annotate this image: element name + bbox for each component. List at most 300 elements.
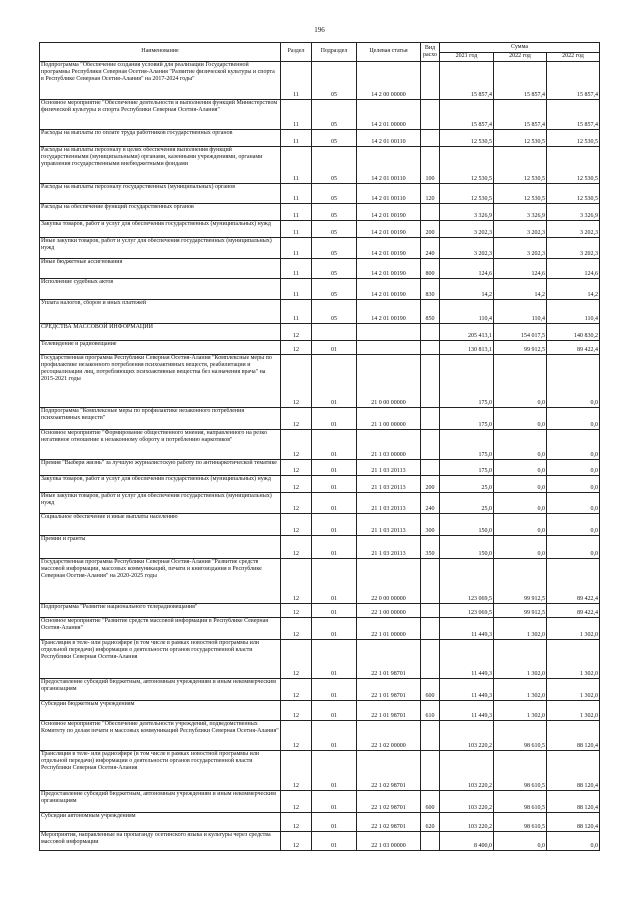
table-row <box>40 832 600 851</box>
cell-amount-2022b: 0,0 <box>547 514 600 536</box>
cell-amount-2022b: 3 202,3 <box>547 221 600 238</box>
table-row <box>40 100 600 130</box>
cell-amount-2022: 1 302,0 <box>494 640 547 679</box>
cell-section: 11 <box>281 130 312 147</box>
table-row <box>40 300 600 324</box>
cell-amount-2022b: 14,2 <box>547 279 600 300</box>
table-row <box>40 751 600 791</box>
header-year-1: 2021 год <box>440 53 494 62</box>
cell-amount-2021: 103 220,2 <box>440 813 494 832</box>
cell-target-item: 21 1 00 00000 <box>357 408 421 430</box>
cell-amount-2021: 3 202,3 <box>440 238 494 259</box>
cell-section: 12 <box>281 813 312 832</box>
cell-expense-type <box>421 751 440 791</box>
cell-subsection: 01 <box>312 493 357 514</box>
cell-amount-2022: 0,0 <box>494 832 547 851</box>
table-row <box>40 604 600 618</box>
cell-subsection: 01 <box>312 679 357 701</box>
cell-section: 11 <box>281 100 312 130</box>
table-row <box>40 701 600 721</box>
table-row <box>40 559 600 604</box>
table-row <box>40 341 600 355</box>
cell-amount-2022b: 89 422,4 <box>547 341 600 355</box>
table-row <box>40 355 600 408</box>
cell-expense-type: 300 <box>421 514 440 536</box>
cell-target-item: 14 2 01 00190 <box>357 204 421 221</box>
cell-target-item: 21 1 03 20113 <box>357 536 421 559</box>
cell-name: Расходы на выплаты персоналу в целях обеспечения выполнения функций государственными (муниципальными) органами, казенными учреждениями, органами управления государственными внебюджетными фондами <box>40 147 281 184</box>
cell-section: 12 <box>281 679 312 701</box>
header-section: Раздел <box>281 43 312 62</box>
cell-amount-2022b: 88 120,4 <box>547 813 600 832</box>
cell-subsection: 01 <box>312 721 357 751</box>
cell-subsection: 05 <box>312 279 357 300</box>
header-target-item: Целевая статья <box>357 43 421 62</box>
cell-amount-2022b: 15 857,4 <box>547 100 600 130</box>
cell-amount-2021: 15 857,4 <box>440 62 494 100</box>
cell-subsection: 01 <box>312 408 357 430</box>
table-row <box>40 813 600 832</box>
cell-subsection: 05 <box>312 259 357 279</box>
cell-expense-type <box>421 832 440 851</box>
cell-target-item: 14 2 01 00110 <box>357 184 421 204</box>
cell-amount-2021: 25,0 <box>440 476 494 493</box>
cell-name: Подпрограмма "Комплексные меры по профилактике незаконного потребления психоактивных веществ" <box>40 408 281 430</box>
cell-amount-2021: 150,0 <box>440 536 494 559</box>
cell-amount-2022: 15 857,4 <box>494 62 547 100</box>
cell-subsection: 01 <box>312 341 357 355</box>
cell-expense-type <box>421 430 440 460</box>
cell-subsection: 05 <box>312 221 357 238</box>
table-row <box>40 721 600 751</box>
cell-name: Основное мероприятие "Обеспечение деятельности учреждений, подведомственных Комитету по делам печати и массовых коммуникаций Республики Северная Осетия-Алания" <box>40 721 281 751</box>
cell-amount-2022: 1 302,0 <box>494 679 547 701</box>
cell-target-item: 21 1 03 20113 <box>357 476 421 493</box>
cell-target-item <box>357 324 421 341</box>
table-body <box>40 62 600 851</box>
cell-amount-2022b: 140 830,2 <box>547 324 600 341</box>
cell-amount-2021: 175,0 <box>440 408 494 430</box>
cell-target-item: 21 1 03 00000 <box>357 430 421 460</box>
cell-subsection: 05 <box>312 100 357 130</box>
cell-subsection: 01 <box>312 559 357 604</box>
cell-amount-2021: 175,0 <box>440 430 494 460</box>
cell-section: 12 <box>281 341 312 355</box>
cell-subsection: 01 <box>312 476 357 493</box>
header-year-2: 2022 год <box>494 53 547 62</box>
cell-section: 11 <box>281 300 312 324</box>
cell-expense-type: 240 <box>421 493 440 514</box>
cell-amount-2021: 11 449,3 <box>440 701 494 721</box>
cell-name: Мероприятия, направленные на пропаганду осетинского языка и культуры через средства массовой информации <box>40 832 281 851</box>
cell-expense-type: 610 <box>421 701 440 721</box>
cell-amount-2022b: 1 302,0 <box>547 679 600 701</box>
cell-name: Иные закупки товаров, работ и услуг для обеспечения государственных (муниципальных) нужд <box>40 238 281 259</box>
cell-amount-2021: 25,0 <box>440 493 494 514</box>
table-row <box>40 279 600 300</box>
cell-name: Расходы на выплаты персоналу государственных (муниципальных) органов <box>40 184 281 204</box>
cell-subsection: 01 <box>312 536 357 559</box>
cell-name: Уплата налогов, сборов и иных платежей <box>40 300 281 324</box>
cell-expense-type <box>421 604 440 618</box>
cell-section: 11 <box>281 184 312 204</box>
cell-amount-2022: 0,0 <box>494 408 547 430</box>
cell-target-item: 22 1 01 98701 <box>357 679 421 701</box>
page-number: 196 <box>314 26 325 34</box>
cell-name: Телевидение и радиовещание <box>40 341 281 355</box>
cell-expense-type: 200 <box>421 476 440 493</box>
cell-expense-type: 350 <box>421 536 440 559</box>
cell-name: Социальное обеспечение и иные выплаты населению <box>40 514 281 536</box>
cell-amount-2021: 205 413,1 <box>440 324 494 341</box>
table-row <box>40 408 600 430</box>
cell-expense-type <box>421 130 440 147</box>
cell-subsection: 01 <box>312 832 357 851</box>
cell-amount-2021: 12 530,5 <box>440 130 494 147</box>
cell-subsection: 01 <box>312 701 357 721</box>
cell-name: Предоставление субсидий бюджетным, автономным учреждениям и иным некоммерческим организациям <box>40 679 281 701</box>
table-row <box>40 147 600 184</box>
cell-name: Трансляция в теле- или радиоэфире (в том числе в рамках новостной программы или отдельной передачи) информации о деятельности органов государственной власти Республики Северная Осетия-Алания <box>40 751 281 791</box>
cell-amount-2022b: 0,0 <box>547 493 600 514</box>
cell-subsection: 01 <box>312 430 357 460</box>
header-name: Наименование <box>40 43 281 62</box>
cell-amount-2022b: 0,0 <box>547 430 600 460</box>
cell-target-item: 22 1 02 98701 <box>357 791 421 813</box>
cell-amount-2022: 110,4 <box>494 300 547 324</box>
cell-amount-2021: 12 530,5 <box>440 147 494 184</box>
cell-target-item: 21 1 03 20113 <box>357 514 421 536</box>
cell-amount-2022: 0,0 <box>494 460 547 476</box>
cell-target-item: 21 0 00 00000 <box>357 355 421 408</box>
cell-name: Субсидии автономным учреждениям <box>40 813 281 832</box>
cell-target-item: 14 2 00 00000 <box>357 62 421 100</box>
cell-name: Премия "Выбери жизнь" за лучшую журналистскую работу по антинаркотической тематике <box>40 460 281 476</box>
cell-target-item: 22 0 00 00000 <box>357 559 421 604</box>
cell-expense-type <box>421 618 440 640</box>
cell-subsection: 05 <box>312 204 357 221</box>
cell-amount-2022: 98 610,5 <box>494 791 547 813</box>
cell-expense-type <box>421 100 440 130</box>
cell-amount-2022b: 0,0 <box>547 476 600 493</box>
cell-expense-type: 240 <box>421 238 440 259</box>
cell-amount-2022: 0,0 <box>494 493 547 514</box>
cell-target-item: 14 2 01 00110 <box>357 147 421 184</box>
cell-amount-2021: 11 449,3 <box>440 618 494 640</box>
table-row <box>40 791 600 813</box>
cell-name: Расходы на выплаты по оплате труда работников государственных органов <box>40 130 281 147</box>
table-row <box>40 430 600 460</box>
cell-section: 12 <box>281 324 312 341</box>
cell-amount-2021: 123 069,5 <box>440 604 494 618</box>
cell-name: Закупка товаров, работ и услуг для обеспечения государственных (муниципальных) нужд <box>40 476 281 493</box>
table-row <box>40 460 600 476</box>
header-sum: Сумма <box>440 43 600 53</box>
cell-expense-type: 120 <box>421 184 440 204</box>
table-row <box>40 324 600 341</box>
cell-section: 12 <box>281 604 312 618</box>
cell-target-item: 21 1 03 20113 <box>357 460 421 476</box>
cell-amount-2022b: 12 530,5 <box>547 130 600 147</box>
cell-section: 12 <box>281 355 312 408</box>
cell-expense-type: 620 <box>421 813 440 832</box>
cell-target-item: 22 1 03 00000 <box>357 832 421 851</box>
cell-amount-2022: 154 017,5 <box>494 324 547 341</box>
cell-target-item: 14 2 01 00190 <box>357 300 421 324</box>
cell-section: 11 <box>281 259 312 279</box>
cell-amount-2021: 103 220,2 <box>440 721 494 751</box>
cell-name: Основное мероприятие "Обеспечение деятельности и выполнения функций Министерством физической культуры и спорта Республики Северная Осетия-Алания" <box>40 100 281 130</box>
cell-name: Иные закупки товаров, работ и услуг для обеспечения государственных (муниципальных) нужд <box>40 493 281 514</box>
cell-amount-2021: 11 449,3 <box>440 640 494 679</box>
cell-name: СРЕДСТВА МАССОВОЙ ИНФОРМАЦИИ <box>40 324 281 341</box>
cell-amount-2021: 103 220,2 <box>440 791 494 813</box>
cell-amount-2022: 3 202,3 <box>494 238 547 259</box>
table-row <box>40 679 600 701</box>
cell-amount-2022b: 88 120,4 <box>547 791 600 813</box>
cell-name: Иные бюджетные ассигнования <box>40 259 281 279</box>
cell-name: Закупка товаров, работ и услуг для обеспечения государственных (муниципальных) нужд <box>40 221 281 238</box>
cell-section: 12 <box>281 721 312 751</box>
cell-subsection: 05 <box>312 130 357 147</box>
cell-section: 12 <box>281 430 312 460</box>
cell-amount-2022: 15 857,4 <box>494 100 547 130</box>
cell-target-item: 14 2 01 00190 <box>357 221 421 238</box>
header-subsection: Подраздел <box>312 43 357 62</box>
cell-target-item: 22 1 01 00000 <box>357 618 421 640</box>
table-row <box>40 204 600 221</box>
cell-amount-2022b: 0,0 <box>547 832 600 851</box>
cell-subsection: 01 <box>312 460 357 476</box>
table-row <box>40 259 600 279</box>
cell-expense-type <box>421 62 440 100</box>
cell-target-item: 14 2 01 00190 <box>357 238 421 259</box>
cell-amount-2021: 124,6 <box>440 259 494 279</box>
cell-section: 11 <box>281 238 312 259</box>
cell-amount-2021: 110,4 <box>440 300 494 324</box>
cell-name: Основное мероприятие "Развитие средств массовой информации в Республике Северная Осетия-Алания" <box>40 618 281 640</box>
table-row <box>40 640 600 679</box>
cell-name: Предоставление субсидий бюджетным, автономным учреждениям и иным некоммерческим организациям <box>40 791 281 813</box>
cell-target-item: 22 1 01 98701 <box>357 701 421 721</box>
cell-section: 12 <box>281 751 312 791</box>
cell-subsection: 01 <box>312 751 357 791</box>
cell-amount-2022: 1 302,0 <box>494 701 547 721</box>
cell-amount-2021: 103 220,2 <box>440 751 494 791</box>
cell-subsection: 01 <box>312 813 357 832</box>
cell-subsection: 05 <box>312 238 357 259</box>
cell-expense-type: 830 <box>421 279 440 300</box>
cell-target-item: 14 2 01 00190 <box>357 259 421 279</box>
table-row <box>40 618 600 640</box>
cell-amount-2021: 8 400,0 <box>440 832 494 851</box>
cell-amount-2022b: 88 120,4 <box>547 751 600 791</box>
cell-amount-2022b: 15 857,4 <box>547 62 600 100</box>
table-header <box>40 43 600 62</box>
cell-section: 11 <box>281 62 312 100</box>
cell-expense-type: 600 <box>421 791 440 813</box>
cell-amount-2022b: 0,0 <box>547 355 600 408</box>
cell-amount-2022b: 89 422,4 <box>547 559 600 604</box>
cell-amount-2021: 175,0 <box>440 460 494 476</box>
cell-target-item: 22 1 02 98701 <box>357 751 421 791</box>
cell-amount-2021: 3 202,3 <box>440 221 494 238</box>
cell-target-item: 14 2 01 00110 <box>357 130 421 147</box>
cell-amount-2022: 0,0 <box>494 514 547 536</box>
table-row <box>40 514 600 536</box>
cell-amount-2022: 98 610,5 <box>494 721 547 751</box>
cell-amount-2021: 12 530,5 <box>440 184 494 204</box>
cell-amount-2022: 3 326,9 <box>494 204 547 221</box>
cell-amount-2022b: 124,6 <box>547 259 600 279</box>
cell-amount-2022b: 110,4 <box>547 300 600 324</box>
cell-section: 11 <box>281 204 312 221</box>
cell-expense-type <box>421 408 440 430</box>
table-row <box>40 62 600 100</box>
cell-section: 11 <box>281 279 312 300</box>
cell-section: 12 <box>281 408 312 430</box>
cell-section: 11 <box>281 221 312 238</box>
table-row <box>40 536 600 559</box>
cell-subsection: 05 <box>312 147 357 184</box>
cell-subsection: 05 <box>312 184 357 204</box>
cell-section: 12 <box>281 791 312 813</box>
cell-subsection: 05 <box>312 62 357 100</box>
cell-name: Премии и гранты <box>40 536 281 559</box>
cell-section: 12 <box>281 618 312 640</box>
cell-amount-2021: 150,0 <box>440 514 494 536</box>
cell-amount-2022: 98 610,5 <box>494 751 547 791</box>
cell-section: 12 <box>281 493 312 514</box>
cell-subsection: 01 <box>312 618 357 640</box>
cell-amount-2022: 12 530,5 <box>494 147 547 184</box>
cell-expense-type <box>421 204 440 221</box>
cell-expense-type <box>421 559 440 604</box>
cell-amount-2022b: 89 422,4 <box>547 604 600 618</box>
cell-amount-2022: 12 530,5 <box>494 184 547 204</box>
cell-amount-2022b: 12 530,5 <box>547 147 600 184</box>
cell-amount-2021: 3 326,9 <box>440 204 494 221</box>
cell-amount-2022b: 0,0 <box>547 408 600 430</box>
cell-section: 12 <box>281 559 312 604</box>
cell-section: 12 <box>281 514 312 536</box>
cell-subsection <box>312 324 357 341</box>
cell-target-item: 22 1 02 98701 <box>357 813 421 832</box>
cell-amount-2022: 14,2 <box>494 279 547 300</box>
cell-amount-2022: 98 610,5 <box>494 813 547 832</box>
cell-expense-type: 850 <box>421 300 440 324</box>
cell-subsection: 01 <box>312 640 357 679</box>
cell-target-item: 14 2 01 00190 <box>357 279 421 300</box>
cell-name: Трансляция в теле- или радиоэфире (в том числе в рамках новостной программы или отдельной передачи) информации о деятельности органов государственной власти Республики Северная Осетия-Алания <box>40 640 281 679</box>
cell-name: Подпрограмма "Развитие национального телерадиовещания" <box>40 604 281 618</box>
cell-section: 12 <box>281 832 312 851</box>
table-row <box>40 184 600 204</box>
cell-target-item: 14 2 01 00000 <box>357 100 421 130</box>
cell-subsection: 01 <box>312 355 357 408</box>
cell-expense-type <box>421 460 440 476</box>
cell-amount-2022b: 1 302,0 <box>547 640 600 679</box>
cell-target-item: 21 1 03 20113 <box>357 493 421 514</box>
cell-amount-2022b: 0,0 <box>547 460 600 476</box>
cell-expense-type <box>421 341 440 355</box>
cell-name: Исполнение судебных актов <box>40 279 281 300</box>
cell-target-item: 22 1 00 00000 <box>357 604 421 618</box>
header-year-3: 2022 год <box>547 53 600 62</box>
cell-name: Расходы на обеспечение функций государственных органов <box>40 204 281 221</box>
cell-expense-type <box>421 355 440 408</box>
cell-amount-2022: 1 302,0 <box>494 618 547 640</box>
cell-subsection: 05 <box>312 300 357 324</box>
cell-section: 12 <box>281 640 312 679</box>
cell-amount-2022b: 0,0 <box>547 536 600 559</box>
header-expense-type: Вид расхо <box>421 43 440 62</box>
cell-section: 12 <box>281 460 312 476</box>
table-row <box>40 476 600 493</box>
cell-amount-2022b: 1 302,0 <box>547 618 600 640</box>
cell-amount-2022: 124,6 <box>494 259 547 279</box>
cell-amount-2022: 99 912,5 <box>494 559 547 604</box>
cell-subsection: 01 <box>312 791 357 813</box>
cell-subsection: 01 <box>312 514 357 536</box>
cell-expense-type: 100 <box>421 147 440 184</box>
cell-section: 12 <box>281 701 312 721</box>
cell-subsection: 01 <box>312 604 357 618</box>
cell-name: Государственная программа Республики Северная Осетия-Алания "Развитие средств массовой информации, массовых коммуникаций, печати и книгоиздания в Республике Северная Осетия-Алания" на 2020-2025 годы <box>40 559 281 604</box>
cell-amount-2022b: 3 326,9 <box>547 204 600 221</box>
cell-expense-type: 800 <box>421 259 440 279</box>
cell-section: 12 <box>281 476 312 493</box>
table-row <box>40 130 600 147</box>
cell-amount-2021: 14,2 <box>440 279 494 300</box>
cell-expense-type <box>421 640 440 679</box>
cell-name: Государственная программа Республики Северная Осетия-Алания "Комплексные меры по профилактике незаконного потребления психоактивных веществ, реабилитации и ресоциализации лиц, потребляющих психоактивные вещества без назначения врача" на 2015-2021 годы <box>40 355 281 408</box>
cell-amount-2022b: 1 302,0 <box>547 701 600 721</box>
cell-target-item: 22 1 02 00000 <box>357 721 421 751</box>
cell-amount-2022: 99 912,5 <box>494 341 547 355</box>
cell-amount-2021: 15 857,4 <box>440 100 494 130</box>
table-row <box>40 493 600 514</box>
cell-name: Основное мероприятие "Формирование общественного мнения, направленного на резко негативное отношение к незаконному обороту и потреблению наркотиков" <box>40 430 281 460</box>
cell-amount-2022: 0,0 <box>494 536 547 559</box>
cell-expense-type <box>421 324 440 341</box>
cell-expense-type <box>421 721 440 751</box>
cell-target-item <box>357 341 421 355</box>
cell-amount-2022: 0,0 <box>494 430 547 460</box>
cell-amount-2021: 175,0 <box>440 355 494 408</box>
cell-amount-2022b: 88 120,4 <box>547 721 600 751</box>
cell-section: 11 <box>281 147 312 184</box>
cell-expense-type: 200 <box>421 221 440 238</box>
cell-name: Субсидии бюджетным учреждениям <box>40 701 281 721</box>
cell-amount-2022: 0,0 <box>494 355 547 408</box>
budget-table <box>39 42 600 851</box>
cell-amount-2021: 123 069,5 <box>440 559 494 604</box>
table-row <box>40 238 600 259</box>
cell-amount-2022: 3 202,3 <box>494 221 547 238</box>
cell-section: 12 <box>281 536 312 559</box>
cell-amount-2022: 0,0 <box>494 476 547 493</box>
cell-amount-2021: 11 449,3 <box>440 679 494 701</box>
table-row <box>40 221 600 238</box>
cell-amount-2022b: 3 202,3 <box>547 238 600 259</box>
cell-amount-2021: 130 813,1 <box>440 341 494 355</box>
cell-name: Подпрограмма "Обеспечение создания условий для реализации Государственной программы Республики Северная Осетия-Алания "Развитие физической культуры и спорта в Республике Северная Осетия-Алания" на 2017-2024 годы" <box>40 62 281 100</box>
cell-expense-type: 600 <box>421 679 440 701</box>
cell-amount-2022: 99 912,5 <box>494 604 547 618</box>
cell-amount-2022: 12 530,5 <box>494 130 547 147</box>
cell-target-item: 22 1 01 98701 <box>357 640 421 679</box>
